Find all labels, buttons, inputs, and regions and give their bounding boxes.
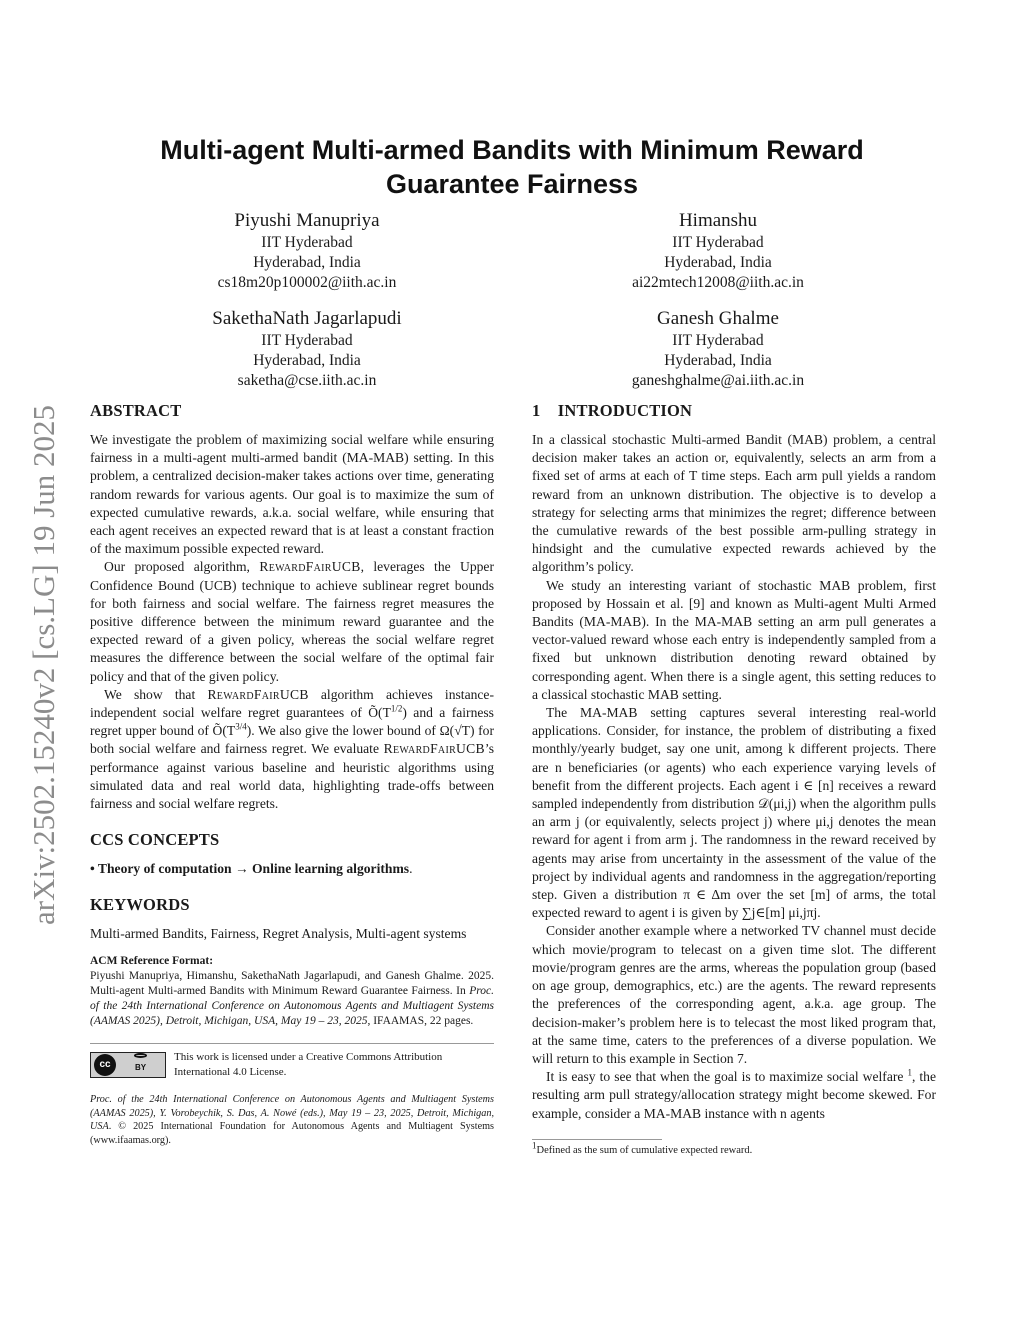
- left-column: [90, 400, 494, 1147]
- intro-paragraph: We study an interesting variant of stochastic MAB problem, first proposed by Hossain et al. [9] and known as Multi-agent Multi Armed Bandits (MA-MAB). In the MA-MAB setting an arm pull generates a vector-valued reward whose each entry is independently sampled from a fixed but unknown distribution denoting reward obtained by corresponding agent. When there is a single agent, this setting reduces to a classical stochastic MAB setting.: [532, 577, 936, 702]
- author-location: Hyderabad, India: [664, 352, 772, 369]
- license-notice: [90, 1043, 494, 1079]
- footnote-divider: [532, 1139, 662, 1140]
- ccs-item: • Theory of computation → Online learning algorithms.: [90, 861, 413, 877]
- right-column: [532, 400, 936, 1158]
- title-line-1: Multi-agent Multi-armed Bandits with Minimum Reward: [160, 135, 864, 165]
- author-affiliation: IIT Hyderabad: [672, 234, 764, 251]
- acm-reference-text: Piyushi Manupriya, Himanshu, SakethaNath Jagarlapudi, and Ganesh Ghalme. 2025. Multi-agent Multi-armed Bandits with Minimum Reward Guarantee Fairness. In Proc. of the 24th International Conference on Autonomous Agents and Multiagent Systems (AAMAS 2025), Detroit, Michigan, USA, May 19 – 23, 2025, IFAAMAS, 22 pages.: [90, 969, 494, 1028]
- author-affiliation: IIT Hyderabad: [261, 332, 353, 349]
- author-email[interactable]: cs18m20p100002@iith.ac.in: [217, 274, 397, 291]
- algorithm-name: RewardFairUCB: [207, 686, 309, 702]
- author-name: Ganesh Ghalme: [657, 308, 779, 329]
- intro-paragraph: Consider another example where a networked TV channel must decide which movie/program to telecast on a given time slot. The different movie/program genres are the arms, whereas the population group (based on age group, demographics, etc.) are the agents. The reward represents the preferences of the corresponding agent, a.k.a. age group. The decision-maker’s problem here is to telecast the most liked program that, at the same time, caters to the preferences of a diverse population. We will return to this example in Section 7.: [532, 923, 936, 1066]
- abstract-paragraph: We investigate the problem of maximizing social welfare while ensuring fairness in a multi-agent multi-armed bandit (MA-MAB) setting. In this problem, a centralized decision-maker takes actions over time, generating random rewards for various agents. Our goal is to maximize the sum of expected cumulative rewards, a.k.a. social welfare, while ensuring that each agent receives an expected reward that is at least a constant fraction of the maximum possible expected reward.: [90, 432, 494, 557]
- footnote: $^1$Defined as the sum of cumulative expected reward.: [532, 1140, 753, 1156]
- author-block: [147, 306, 467, 391]
- author-name: Piyushi Manupriya: [234, 210, 380, 231]
- author-email[interactable]: ai22mtech12008@iith.ac.in: [632, 274, 804, 291]
- keywords-heading: KEYWORDS: [90, 895, 190, 915]
- author-affiliation: IIT Hyderabad: [261, 234, 353, 251]
- author-block: [558, 306, 878, 391]
- ccs-heading: CCS CONCEPTS: [90, 830, 220, 850]
- cc-icon: cc: [94, 1054, 116, 1076]
- cc-by-badge-icon[interactable]: [90, 1052, 166, 1078]
- acm-reference-heading: ACM Reference Format:: [90, 954, 214, 967]
- algorithm-name: RewardFairUCB: [259, 559, 361, 575]
- author-location: Hyderabad, India: [253, 352, 361, 369]
- abstract-paragraph: We show that RewardFairUCB algorithm achieves instance-independent social welfare regret guarantees of $Õ(T^{1/2})$ and a fairness regret upper bound of $Õ(T^{3/4})$. We also give the lower bound of Ω(√T) for both social welfare and fairness regret. We evaluate RewardFairUCB’s performance against various baseline and heuristic algorithms using simulated data and real world data, highlighting trade-offs between fairness and social welfare regrets.: [90, 686, 494, 812]
- author-location: Hyderabad, India: [253, 254, 361, 271]
- keywords-text: Multi-armed Bandits, Fairness, Regret Analysis, Multi-agent systems: [90, 926, 467, 942]
- author-name: SakethaNath Jagarlapudi: [212, 308, 402, 329]
- by-icon: BY: [116, 1053, 165, 1077]
- author-affiliation: IIT Hyderabad: [672, 332, 764, 349]
- intro-paragraph: In a classical stochastic Multi-armed Bandit (MAB) problem, a central decision maker takes an action or, equivalently, selects an arm from a fixed set of arms at each of T time steps. Each arm pull yields a random reward from an unknown distribution. The objective is to develop a strategy for selecting arms that minimizes the regret; difference between the cumulative rewards of the best possible arm-pulling strategy in hindsight and the cumulative expected rewards achieved by the algorithm’s policy.: [532, 432, 936, 575]
- author-location: Hyderabad, India: [664, 254, 772, 271]
- author-block: [147, 208, 467, 293]
- intro-paragraph: It is easy to see that when the goal is to maximize social welfare $^1$, the resulting arm pull strategy/allocation strategy might become skewed. For example, consider a MA-MAB instance with n agents: [532, 1067, 936, 1121]
- proceedings-note: Proc. of the 24th International Conference on Autonomous Agents and Multiagent Systems (AAMAS 2025), Y. Vorobeychik, S. Das, A. Nowé (eds.), May 19 – 23, 2025, Detroit, Michigan, USA. © 2025 International Foundation for Autonomous Agents and Multiagent Systems (www.ifaamas.org).: [90, 1094, 494, 1146]
- author-block: [558, 208, 878, 293]
- author-email[interactable]: ganeshghalme@ai.iith.ac.in: [631, 372, 805, 389]
- author-email[interactable]: saketha@cse.iith.ac.in: [237, 372, 377, 389]
- footnote-marker[interactable]: 1: [907, 1067, 912, 1078]
- abstract-paragraph: Our proposed algorithm, RewardFairUCB, leverages the Upper Confidence Bound (UCB) technique to achieve sublinear regret bounds for both fairness and social welfare. The fairness regret measures the positive difference between the minimum reward guarantee and the expected reward of a given policy, whereas the social welfare regret measures the difference between the social welfare of the optimal fair policy and that of the given policy.: [90, 559, 494, 684]
- intro-paragraph: The MA-MAB setting captures several interesting real-world applications. Consider, for instance, the problem of distributing a fixed monthly/yearly budget, say one unit, among k different projects. There are n beneficiaries (or agents) who each experience varying levels of benefit from the different projects. Each agent i ∈ [n] receives a reward sampled independently from distribution 𝒟(μi,j) when the algorithm pulls an arm j (or equivalently, selects project j) where μi,j denotes the mean reward for agent i from arm j. The randomness in the reward received by agents may arise from uncertainty in the assessment of the value of the project by individual agents and randomness in the aggregation/reporting step. Given a distribution π ∈ Δm over the set [m] of arms, the total expected reward to agent i is given by ∑j∈[m] μi,jπj.: [532, 705, 936, 921]
- introduction-heading: 1 INTRODUCTION: [532, 401, 693, 420]
- abstract-heading: ABSTRACT: [90, 401, 182, 420]
- title-line-2: Guarantee Fairness: [385, 169, 639, 199]
- license-text: This work is licensed under a Creative Commons Attribution International 4.0 License.: [174, 1051, 443, 1078]
- algorithm-name: RewardFairUCB: [383, 741, 485, 757]
- paper-title: [90, 133, 934, 201]
- arxiv-stamp: arXiv:2502.15240v2 [cs.LG] 19 Jun 2025: [26, 404, 61, 926]
- author-name: Himanshu: [678, 210, 758, 231]
